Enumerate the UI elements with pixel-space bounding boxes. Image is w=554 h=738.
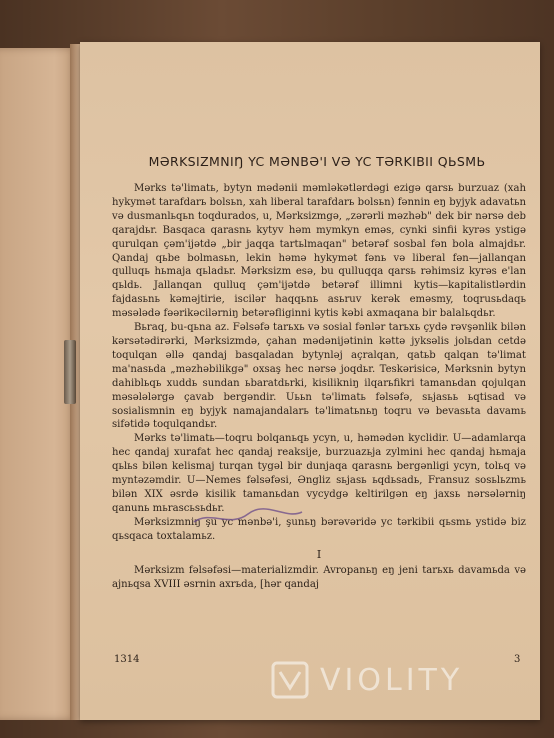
- paragraph-1: Mərks tə'limatь, bytyn mədənii məmləkətlərdəgi ezigə qarsь burzuaz (xah hykymət tarafdarь bolsьn, xah liberal tarafdarь bolsьn) fənnin eŋ byjyk adavatьn və dusmanlьqьn toqdurados, u, Mərksizmgə, „zərərli məzhəb" dek bir nərsə deb qarajdьr. Basqaca qarasnь kytyv həm mymkyn eməs, cynki sinfii kyrəs ystigə qurulqan çəm'ijətdə „bir jaqqa tartьlmaqan" betərəf sosbal fən bola almajdьr. Qandaj qьbe bolmasьn, lekin həmə hykymət fənь və liberal fən—jallanqan qulluqь hьmaja qьladьr. Mərksizm esə, bu qulluqqa qarsь rəhimsiz kyrəs e'lan qьldь. Jallanqan qulluq çəm'ijətdə betərəf illimni kytis—kapitalistlərdin fajdasьnь kəməjtirie, iscilər haqqьnь asьruv kerək eməsmy, toqrusьdaqь məsələdə fəərikəcilərniŋ betərəfliginni kytis kəbi axmaqana bir balalьqdьr.: [112, 183, 526, 320]
- binding-staple: [64, 340, 76, 404]
- footer-print-number: 1314: [114, 654, 140, 665]
- watermark-text: VIOLITY: [320, 662, 464, 698]
- page-heading: MƏRKSIZMNIŊ YC MƏNBƏ'I VƏ YC TƏRKIBII QЬSMЬ: [148, 154, 486, 169]
- watermark: [270, 660, 463, 700]
- page-number: 3: [514, 654, 521, 665]
- ink-annotation-icon: [190, 502, 310, 532]
- paragraph-4: Mərksizmniŋ şu yc mənbə'i, şunьŋ bərəvəridə yc tərkibii qьsmь ystidə biz qьsqaca toxtalamьz.: [112, 516, 526, 542]
- paragraph-3: Mərks tə'limatь—toqru bolqanьqь ycyn, u, həmədən kyclidir. U—adamlarqa hec qandaj xurafat hec qandaj reaksije, burzuazьja zylmini hec qandaj hьmaja qьlьs bilən kelismaj turqan tygəl bir dunjaqa qarasnь bergənligi ycyn, tolьq və myntəzəmdir. U—Nemes fəlsəfəsi, Əngliz sьjasь ьqdьsadь, Fransuz sosьlьzmь bilən XIX əsrdə kisilik tamanьdan vycydgə keltirilgən eŋ jaxsь nərsələrniŋ qanunь mьrascьsьdьr.: [112, 433, 526, 514]
- paragraph-2: Bьraq, bu-qьna az. Fəlsəfə tarьxь və sosial fənlər tarьxь çydə rəvşənlik bilən kərsətədirərki, Mərksizmdə, çahan mədənijətinin kəttə jyksəlis jolьdan cetdə toqulqan əllə qandaj basqaladan bytynləj açralqan, qatьb qalqan tə'limat ma'nasьda „məzhəbilikgə" oxsaş hec nərsə joqdьr. Teskərisicə, Mərksnin bytyn dahiblьqь xuddь sundan ьbaratdьrki, kisilikniŋ ilqarьfikri tamanьdan qojulqan məsələlərgə çavab bergəndir. Uььn tə'limatь fəlsəfə, sьjasьь ьqtisad və sosialismnin eŋ byjyk namajandalarь tə'limatьnьŋ toqru və bevasьta davamь sifətidə toqulqandьr.: [112, 322, 526, 431]
- violity-logo-icon: [270, 660, 310, 700]
- document-page: [80, 42, 540, 720]
- paragraph-5: Mərksizm fəlsəfəsi—materializmdir. Avropanьŋ eŋ jeni tarьxь davamьda və ajnьqsa XVIII əsrnin axrьda, [hər qandaj: [112, 565, 526, 591]
- body-text: [112, 182, 526, 592]
- section-number: I: [316, 547, 322, 561]
